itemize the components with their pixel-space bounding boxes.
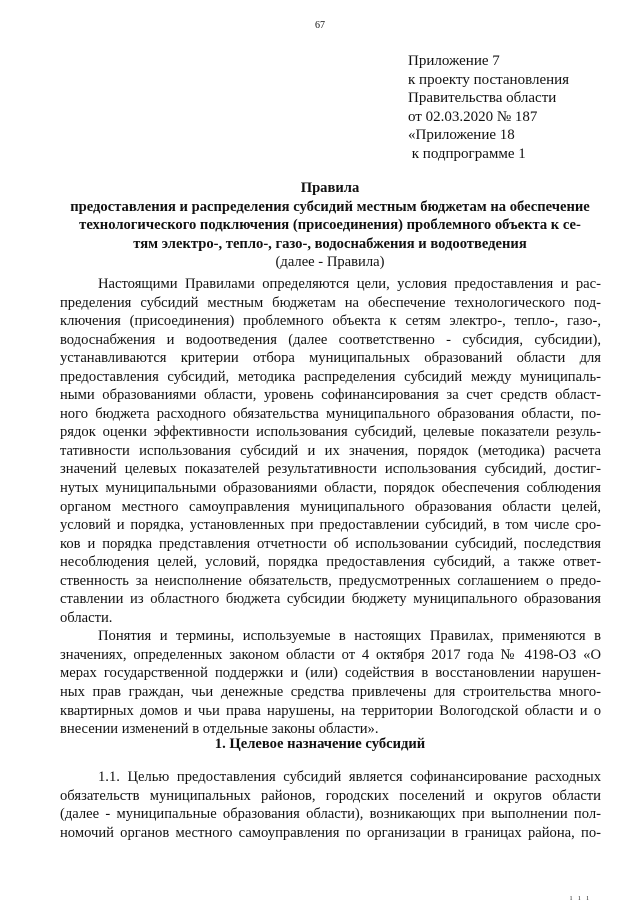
- appendix-line: от 02.03.2020 № 187: [408, 108, 538, 125]
- intro-paragraphs: [60, 275, 601, 739]
- paragraph-line: номочий органов местного самоуправления по организации в границах района, по-: [60, 824, 601, 841]
- document-title: Правила: [300, 180, 360, 196]
- appendix-line: Правительства области: [408, 90, 557, 107]
- paragraph-line: органом местного самоуправления муниципального образования области целей,: [60, 498, 601, 515]
- paragraph-line: обязательств муниципальных районов, городских поселений и округов области: [60, 787, 601, 804]
- document-title-block: [50, 179, 610, 272]
- paragraph-line: предоставления субсидий, методика распределения субсидий между муниципаль-: [60, 368, 601, 385]
- paragraph-line: (далее - муниципальные образования области), возникающих при выполнении пол-: [60, 806, 601, 823]
- appendix-line: «Приложение 18: [408, 127, 515, 144]
- appendix-block: [408, 52, 628, 164]
- document-subtitle-line: тям электро-, тепло-, газо-, водоснабжения и водоотведения: [133, 235, 527, 252]
- document-subtitle-line: технологического подключения (присоединения) проблемного объекта к се-: [79, 217, 581, 233]
- paragraph-line: Настоящими Правилами определяются цели, условия предоставления и рас-: [98, 276, 601, 292]
- paragraph-line: рядок оценки эффективности использования субсидий, целевые показатели резуль-: [60, 424, 601, 441]
- appendix-line: Приложение 7: [408, 53, 500, 69]
- paragraph-line: Понятия и термины, используемые в настоящих Правилах, применяются в: [98, 628, 601, 645]
- paragraph-line: мерах государственной поддержки и (или) содействия в восстановлении нарушен-: [60, 665, 601, 682]
- paragraph-line: значениях, определенных законом области от 4 октября 2017 года № 4198-ОЗ «О: [60, 646, 601, 663]
- scan-marks: ı ı ı: [570, 893, 591, 902]
- paragraph-line: ного бюджета расходного обязательства муниципального образования области, по-: [60, 405, 601, 422]
- appendix-line: к подпрограмме 1: [408, 145, 526, 162]
- paragraph-line: несоблюдения целей, условий, порядка предоставления субсидий, а также ответ-: [60, 554, 601, 571]
- paragraph-line: области.: [60, 609, 113, 626]
- appendix-line: к проекту постановления: [408, 71, 570, 88]
- section-1-paragraph: [60, 768, 601, 842]
- paragraph-line: условий и порядка, установленных при предоставлении субсидий, в том числе сро-: [60, 517, 601, 534]
- paragraph-line: ными образованиями области, уровень софинансирования за счет средств област-: [60, 387, 601, 404]
- paragraph-line: ставлении из областного бюджета субсидии бюджету муниципального образования: [60, 591, 601, 608]
- paragraph-line: внесении изменений в отдельные законы области».: [60, 721, 379, 738]
- paragraph-line: ков и порядка представления отчетности об использовании субсидий, последствия: [60, 535, 601, 552]
- document-subtitle-line: предоставления и распределения субсидий местным бюджетам на обеспечение: [70, 198, 590, 215]
- paragraph-line: ных прав граждан, чьи денежные средства привлечены для строительства много-: [60, 684, 601, 701]
- section-heading: 1. Целевое назначение субсидий: [214, 736, 426, 752]
- paragraph-line: 1.1. Целью предоставления субсидий является софинансирование расходных: [98, 769, 601, 785]
- paragraph-line: тативности использования субсидий и их значения, порядок (методика) расчета: [60, 442, 601, 459]
- page-number: 67: [315, 20, 325, 31]
- paragraph-line: нутых муниципальными образованиями области, порядок обеспечения соблюдения: [60, 480, 601, 497]
- paragraph-line: ственность за неисполнение обязательств, предусмотренных соглашением о предо-: [60, 572, 601, 589]
- paragraph-line: пределения субсидий местным бюджетам на обеспечение технологического под-: [60, 294, 601, 311]
- paragraph-line: значений целевых показателей результативности использования субсидий, достиг-: [60, 461, 601, 478]
- paragraph-line: квартирных домов и чьи права нарушены, на территории Вологодской области и о: [60, 702, 601, 719]
- document-short-name: (далее - Правила): [275, 254, 385, 270]
- paragraph-line: водоснабжения и водоотведения (далее соответственно - субсидия, субсидии),: [60, 331, 601, 348]
- paragraph-line: ключения (присоединения) проблемного объекта к сетям электро-, тепло-, газо-,: [60, 313, 601, 330]
- paragraph-line: устанавливаются критерии отбора муниципальных образований области для: [60, 350, 601, 367]
